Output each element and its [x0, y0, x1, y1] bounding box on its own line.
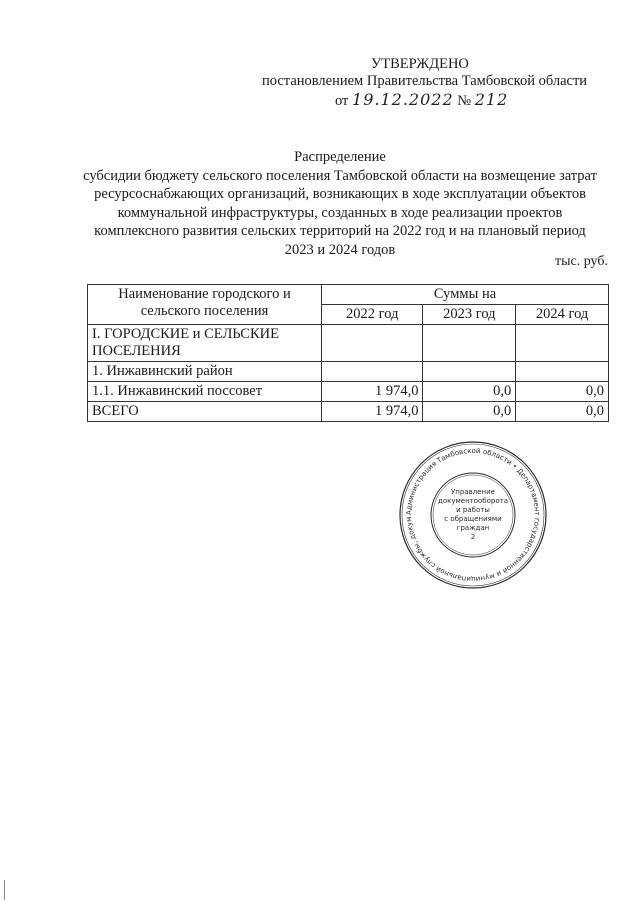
row-name: 1.1. Инжавинский поссовет	[88, 382, 322, 402]
table-row	[88, 362, 609, 382]
header-year-2023: 2023 год	[423, 305, 516, 325]
approval-date-line	[335, 90, 508, 110]
document-title-block	[80, 148, 600, 259]
row-value-2022: 1 974,0	[322, 402, 423, 422]
row-value-2024	[516, 325, 609, 362]
row-value-2022	[322, 362, 423, 382]
header-year-2022: 2022 год	[322, 305, 423, 325]
row-value-2023: 0,0	[423, 402, 516, 422]
table-total-row	[88, 402, 609, 422]
handwritten-number: 212	[474, 90, 509, 109]
table-row	[88, 325, 609, 362]
table-header-row	[88, 285, 609, 305]
row-value-2024: 0,0	[516, 382, 609, 402]
document-heading: Распределение	[294, 149, 386, 165]
stamp-inner-line: граждан	[456, 524, 490, 532]
header-year-2024: 2024 год	[516, 305, 609, 325]
approval-decree: постановлением Правительства Тамбовской области	[262, 73, 588, 89]
distribution-table	[87, 284, 609, 422]
stamp-inner-line: документооборота	[438, 497, 508, 505]
table-row	[88, 382, 609, 402]
row-name: 1. Инжавинский район	[88, 362, 322, 382]
row-value-2023: 0,0	[423, 382, 516, 402]
row-name: I. ГОРОДСКИЕ и СЕЛЬСКИЕ ПОСЕЛЕНИЯ	[88, 325, 322, 362]
approval-title: УТВЕРЖДЕНО	[371, 56, 469, 72]
header-name-column: Наименование городского и сельского поселения	[88, 285, 322, 325]
row-value-2022: 1 974,0	[322, 382, 423, 402]
stamp-graphic	[398, 440, 548, 590]
scan-edge-mark	[4, 880, 5, 900]
number-sign: №	[457, 93, 472, 109]
header-sums: Суммы на	[322, 285, 609, 305]
official-stamp	[398, 440, 548, 590]
row-name: ВСЕГО	[88, 402, 322, 422]
stamp-inner-line: и работы	[456, 506, 490, 514]
stamp-inner-line: с обращениями	[444, 515, 502, 523]
row-value-2023	[423, 362, 516, 382]
stamp-inner-line: Управление	[451, 488, 495, 496]
unit-label: тыс. руб.	[555, 254, 608, 269]
row-value-2024: 0,0	[516, 402, 609, 422]
stamp-outer-text: Администрация Тамбовской области • Департамент государственной и муниципальной службы, докум	[404, 446, 542, 584]
stamp-inner-line: 2	[470, 533, 476, 541]
row-value-2022	[322, 325, 423, 362]
row-value-2023	[423, 325, 516, 362]
handwritten-date: 19.12.2022	[352, 90, 454, 109]
from-label: от	[335, 93, 349, 109]
row-value-2024	[516, 362, 609, 382]
document-subtitle: субсидии бюджету сельского поселения Тамбовской области на возмещение затрат ресурсоснабжающих организаций, возникающих в ходе эксплуатации объектов коммунальной инфраструктуры, созданных в ходе реализации проектов комплексного развития сельских территорий на 2022 год и на плановый период 2023 и 2024 годов	[83, 167, 597, 258]
